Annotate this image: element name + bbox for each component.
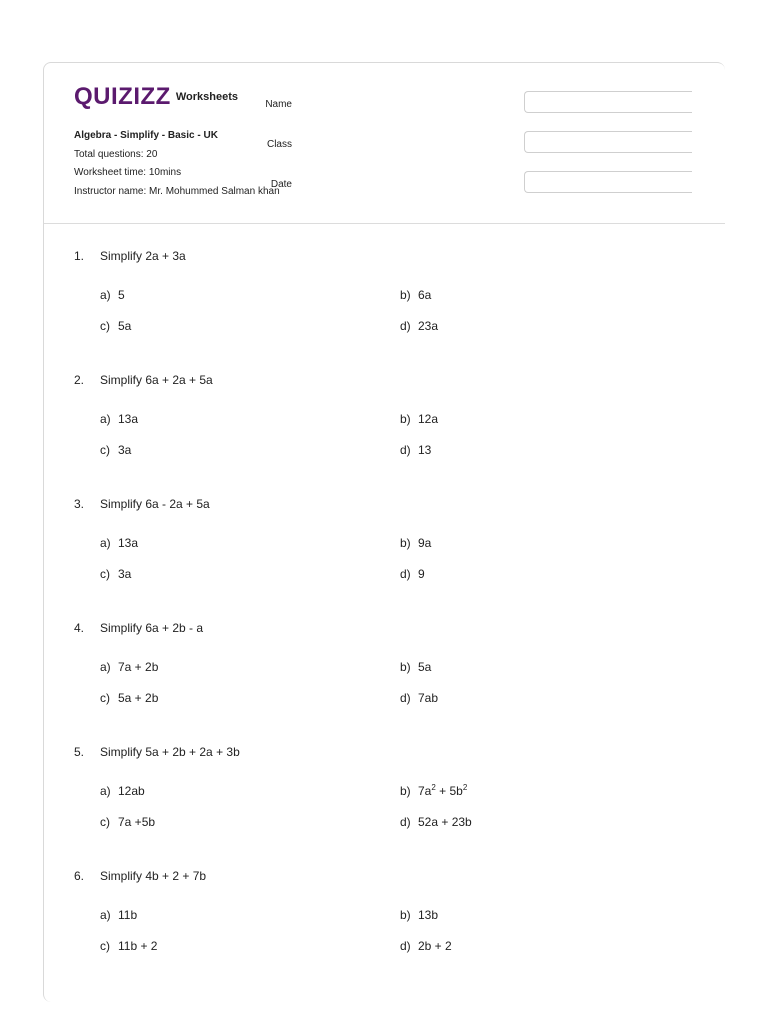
- option: [400, 412, 438, 426]
- question-prompt: Simplify 5a + 2b + 2a + 3b: [100, 745, 240, 759]
- quizizz-logo: QUIZIZZ: [74, 83, 171, 110]
- option: [100, 319, 131, 333]
- option-text: 3a: [118, 443, 132, 457]
- option: [400, 536, 431, 550]
- option-text-part: + 5b: [435, 784, 463, 798]
- question-prompt: Simplify 2a + 3a: [100, 249, 186, 263]
- option-text: 52a + 23b: [418, 815, 472, 829]
- option: [100, 288, 125, 302]
- option-letter: b): [400, 288, 411, 302]
- option-letter: b): [400, 784, 411, 798]
- worksheet-header: [44, 63, 725, 224]
- question: [74, 745, 714, 869]
- instructor-name: Instructor name: Mr. Mohummed Salman khan: [74, 185, 280, 197]
- option: [400, 691, 438, 705]
- option: [400, 939, 452, 953]
- option-letter: d): [400, 319, 411, 333]
- option-text: 5a: [418, 660, 432, 674]
- option-letter: b): [400, 536, 411, 550]
- question-number: 3.: [74, 497, 85, 511]
- question-text: [74, 621, 203, 635]
- option-text: 12a: [418, 412, 439, 426]
- total-questions: Total questions: 20: [74, 148, 158, 160]
- worksheet-title: Algebra - Simplify - Basic - UK: [74, 130, 218, 141]
- option-letter: a): [100, 908, 111, 922]
- exponent: 2: [431, 783, 436, 792]
- option-text: 23a: [418, 319, 439, 333]
- name-field[interactable]: [524, 91, 692, 113]
- option-text: 3a: [118, 567, 132, 581]
- option-text: 2b + 2: [418, 939, 452, 953]
- option-text-part: 7a: [418, 784, 432, 798]
- option: [400, 908, 438, 922]
- option-text: 13a: [118, 536, 139, 550]
- option: [400, 567, 425, 581]
- option-text: 7a +5b: [118, 815, 156, 829]
- date-field[interactable]: [524, 171, 692, 193]
- option-text: 7ab: [418, 691, 439, 705]
- option-letter: d): [400, 691, 411, 705]
- class-field[interactable]: [524, 131, 692, 153]
- question: [74, 497, 714, 621]
- worksheet-card: [43, 62, 725, 1002]
- option: [100, 939, 157, 953]
- question-number: 1.: [74, 249, 85, 263]
- option: [100, 815, 155, 829]
- question-number: 5.: [74, 745, 85, 759]
- question-text: [74, 373, 213, 387]
- option-letter: a): [100, 536, 111, 550]
- question: [74, 373, 714, 497]
- option-text: 5a + 2b: [118, 691, 159, 705]
- option: [400, 319, 438, 333]
- option-letter: a): [100, 784, 111, 798]
- option-letter: d): [400, 443, 411, 457]
- option: [100, 660, 158, 674]
- option-text: 13: [418, 443, 432, 457]
- option-letter: c): [100, 319, 110, 333]
- brand: [74, 85, 238, 109]
- question: [74, 621, 714, 745]
- option-letter: c): [100, 691, 110, 705]
- option-letter: a): [100, 412, 111, 426]
- option-letter: c): [100, 815, 110, 829]
- option-text: 7a + 2b: [118, 660, 159, 674]
- question-prompt: Simplify 4b + 2 + 7b: [100, 869, 207, 883]
- option-text-superscript: [418, 784, 467, 798]
- option: [400, 288, 431, 302]
- question-list: [74, 249, 714, 993]
- name-label: Name: [265, 99, 292, 110]
- worksheet-time: Worksheet time: 10mins: [74, 167, 182, 178]
- option-letter: b): [400, 412, 411, 426]
- question-text: [74, 249, 186, 263]
- question-number: 4.: [74, 621, 85, 635]
- option-text: 9: [418, 567, 425, 581]
- option-text: 5a: [118, 319, 132, 333]
- option-letter: b): [400, 908, 411, 922]
- question-number: 2.: [74, 373, 85, 387]
- option: [100, 908, 137, 922]
- option: [100, 443, 131, 457]
- option-letter: a): [100, 660, 111, 674]
- exponent: 2: [462, 783, 468, 792]
- question-text: [74, 497, 210, 511]
- option-text: 12ab: [118, 784, 145, 798]
- option-text: 13b: [418, 908, 439, 922]
- question: [74, 249, 714, 373]
- question-number: 6.: [74, 869, 85, 883]
- question-prompt: Simplify 6a - 2a + 5a: [100, 497, 210, 511]
- option: [400, 660, 431, 674]
- option-text: 6a: [418, 288, 432, 302]
- option-letter: d): [400, 567, 411, 581]
- option-letter: a): [100, 288, 111, 302]
- option: [100, 784, 145, 798]
- question-prompt: Simplify 6a + 2b - a: [100, 621, 204, 635]
- question-prompt: Simplify 6a + 2a + 5a: [100, 373, 213, 387]
- option-text: 11b + 2: [118, 939, 158, 953]
- logo-subtitle: Worksheets: [175, 91, 238, 103]
- option-letter: d): [400, 939, 411, 953]
- option-text: 9a: [418, 536, 432, 550]
- question-text: [74, 869, 206, 883]
- option: [100, 536, 138, 550]
- question-text: [74, 745, 240, 759]
- option: [400, 443, 431, 457]
- date-label: Date: [270, 179, 292, 190]
- option-letter: b): [400, 660, 411, 674]
- option: [100, 412, 138, 426]
- class-label: Class: [266, 139, 292, 150]
- option-letter: c): [100, 443, 110, 457]
- option-letter: c): [100, 567, 110, 581]
- option: [400, 784, 467, 798]
- question: [74, 869, 714, 993]
- option: [100, 567, 131, 581]
- option-text: 13a: [118, 412, 139, 426]
- option: [100, 691, 158, 705]
- option-letter: d): [400, 815, 411, 829]
- option-text: 5: [118, 288, 125, 302]
- option: [400, 815, 472, 829]
- option-letter: c): [100, 939, 110, 953]
- option-text: 11b: [118, 908, 138, 922]
